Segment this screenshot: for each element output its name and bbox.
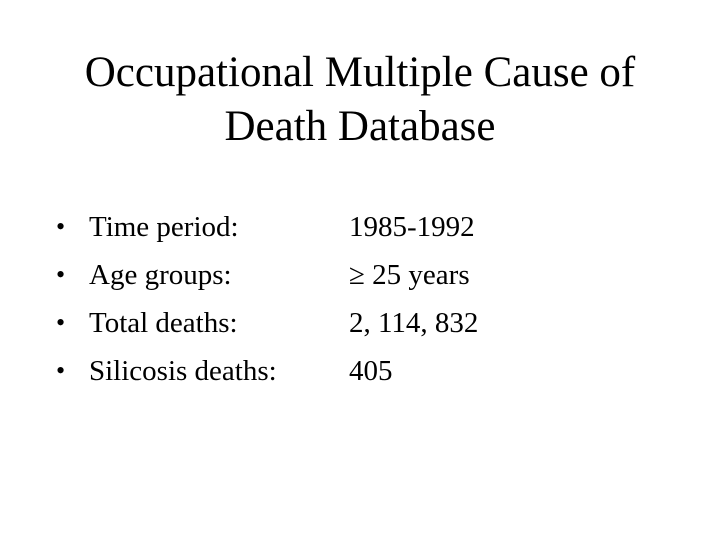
- bullet-dot-icon: •: [56, 356, 66, 385]
- bullet-item-total-deaths: [56, 299, 656, 347]
- bullet-label: Silicosis deaths:: [89, 355, 277, 387]
- bullet-list: [56, 203, 656, 395]
- bullet-item-time-period: [56, 203, 656, 251]
- bullet-item-age-groups: [56, 251, 656, 299]
- bullet-value: 1985-1992: [349, 211, 475, 243]
- slide-title: [0, 46, 720, 154]
- bullet-dot-icon: •: [56, 260, 66, 289]
- title-line-2: Death Database: [224, 103, 496, 150]
- bullet-label: Time period:: [89, 211, 239, 243]
- bullet-value: 405: [349, 355, 393, 387]
- bullet-label: Total deaths:: [89, 307, 238, 339]
- bullet-dot-icon: •: [56, 212, 66, 241]
- bullet-value: ≥ 25 years: [349, 259, 470, 291]
- bullet-label: Age groups:: [89, 259, 232, 291]
- bullet-value: 2, 114, 832: [349, 307, 479, 339]
- bullet-dot-icon: •: [56, 308, 66, 337]
- title-line-1: Occupational Multiple Cause of: [84, 49, 636, 96]
- bullet-item-silicosis-deaths: [56, 347, 656, 395]
